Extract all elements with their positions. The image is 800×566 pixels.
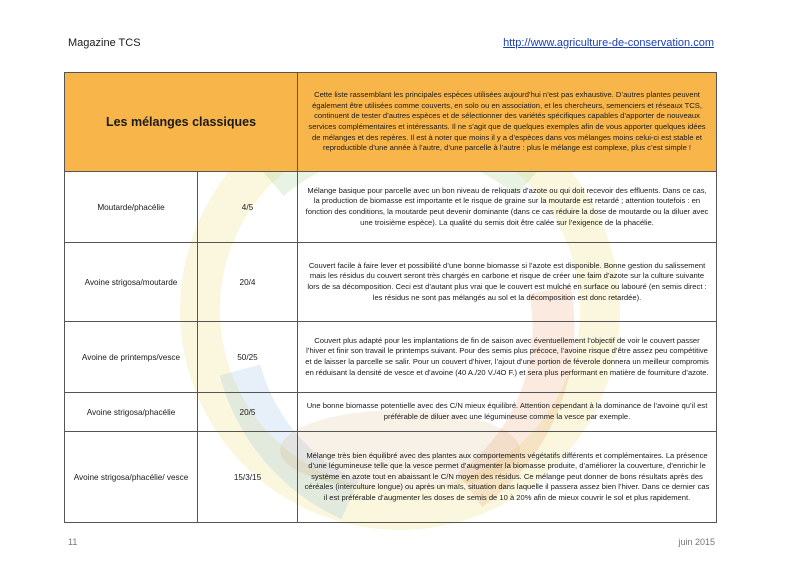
website-link[interactable]: http://www.agriculture-de-conservation.com — [503, 37, 714, 49]
seeding-ratio: 20/5 — [198, 393, 298, 432]
mixture-name: Avoine strigosa/phacélie/ vesce — [65, 432, 198, 523]
table-row — [65, 322, 717, 393]
mixture-description: Couvert facile à faire lever et possibilité d’une bonne biomasse si l’azote est disponible. Bonne gestion du salissement mais les résidus du couvert seront très chargés en carbone et risque de créer une faim d’azote sur la culture suivante lors de sa décomposition. Ceci est d’autant plus vrai que le couvert est mulché en surface ou labouré (en semis direct : les résidus ne sont pas mélangés au sol et la décomposition est donc retardée). — [298, 243, 717, 322]
mixture-name: Moutarde/phacélie — [65, 172, 198, 243]
mixtures-table — [64, 72, 717, 523]
issue-date: juin 2015 — [678, 537, 715, 547]
intro-text: Cette liste rassemblant les principales espèces utilisées aujourd’hui n’est pas exhaustive. D’autres plantes peuvent également être utilisées comme couverts, en solo ou en association, et les chercheurs, semenciers et réseaux TCS, continuent de tester d’autres espèces et de sélectionner des variétés spécifiques capables d’apporter de nouveaux services complémentaires et intéressants. Il ne s’agit que de quelques exemples afin de vous apporter quelques idées de mélanges et des repères. Il est à noter que moins il y a d’espèces dans vos mélanges moins celui-ci est stable et reproductible d’une année à l’autre, d’une parcelle à l’autre : plus le mélange est complexe, plus c’est simple ! — [298, 73, 717, 172]
mixture-description: Une bonne biomasse potentielle avec des C/N mieux équilibré. Attention cependant à la dominance de l’avoine qu’il est préférable de diluer avec une légumineuse comme la vesce par exemple. — [298, 393, 717, 432]
table-row — [65, 243, 717, 322]
mixture-description: Mélange basique pour parcelle avec un bon niveau de reliquats d’azote ou qui doit recevoir des effluents. Dans ce cas, la production de biomasse est importante et le risque de graine sur la moutarde est retardé ; attention toutefois : en fonction des conditions, la moutarde peut devenir dominante (dans ce cas réduire la dose de moutarde ou la diluer avec une troisième espèce). La qualité du semis doit être calée sur l’exigence de la phacélie. — [298, 172, 717, 243]
seeding-ratio: 20/4 — [198, 243, 298, 322]
table-row — [65, 172, 717, 243]
table-title: Les mélanges classiques — [65, 73, 298, 172]
page-number: 11 — [68, 537, 78, 547]
mixture-description: Couvert plus adapté pour les implantations de fin de saison avec éventuellement l’objectif de voir le couvert passer l’hiver et finir son travail le printemps suivant. Pour des semis plus précoce, l’avoine risque d’être assez peu compétitive et de laisser la parcelle se salir. Pour un couvert d’hiver, l’ajout d’une portion de féverole donnera un meilleur compromis en réduisant la densité de vesce et d’avoine (40 A./20 V./4O F.) et sera plus performant en matière de fourniture d’azote. — [298, 322, 717, 393]
seeding-ratio: 4/5 — [198, 172, 298, 243]
magazine-title: Magazine TCS — [68, 37, 141, 49]
table-header-row — [65, 73, 717, 172]
seeding-ratio: 50/25 — [198, 322, 298, 393]
mixture-name: Avoine strigosa/moutarde — [65, 243, 198, 322]
seeding-ratio: 15/3/15 — [198, 432, 298, 523]
mixture-name: Avoine de printemps/vesce — [65, 322, 198, 393]
mixture-name: Avoine strigosa/phacélie — [65, 393, 198, 432]
table-row — [65, 432, 717, 523]
table-row — [65, 393, 717, 432]
mixture-description: Mélange très bien équilibré avec des plantes aux comportements végétatifs différents et complémentaires. La présence d’une légumineuse telle que la vesce permet d’augmenter la biomasse produite, d’améliorer la couverture, d’enrichir le système en azote tout en abaissant le C/N moyen des résidus. Ce mélange peut donner de bons résultats après des céréales (interculture longue) ou après un maïs, situation dans laquelle il passera assez bien l’hiver. Dans ce dernier cas il est préférable d’augmenter les doses de semis de 10 à 20% afin de mieux couvrir le sol et plus rapidement. — [298, 432, 717, 523]
